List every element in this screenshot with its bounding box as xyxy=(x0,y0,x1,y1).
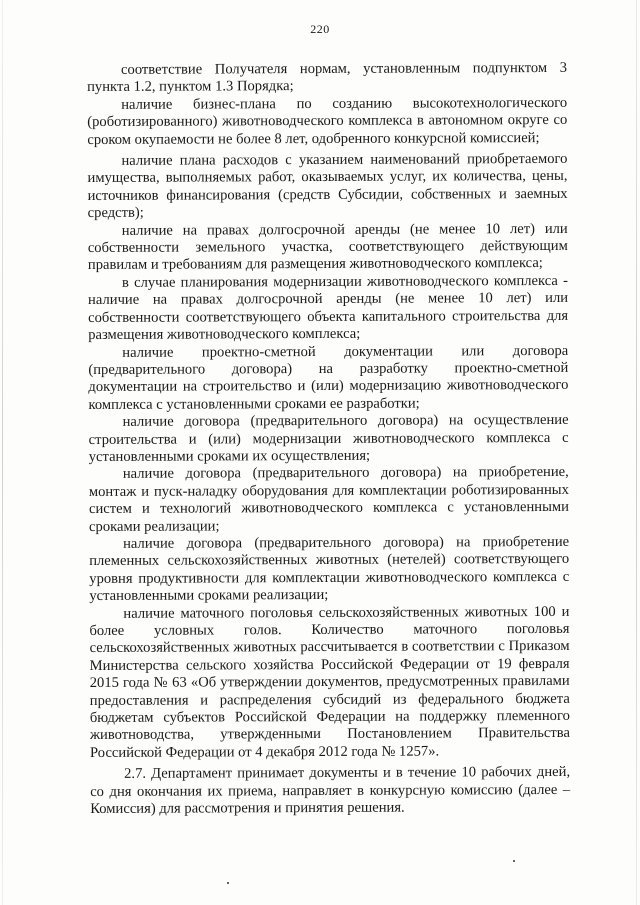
scan-speck xyxy=(227,882,229,884)
paragraph-design-documentation: наличие проектно-сметной документации или договора (предварительного договора) на разработку проектно-сметной документации на строительство и (или) модернизацию животноводческого комплекса с установленными сроками ее разработки; xyxy=(88,342,569,413)
paragraph-equipment-contract: наличие договора (предварительного договора) на приобретение, монтаж и пуск-наладку оборудования для комплектации роботизированных систем и технологий животноводческого комплекса с установленными сроками реализации; xyxy=(88,464,569,535)
paragraph-construction-contract: наличие договора (предварительного договора) на осуществление строительства и (или) модернизации животноводческого комплекса с установленными сроками их осуществления; xyxy=(88,412,569,465)
paragraph-modernization: в случае планирования модернизации животноводческого комплекса - наличие на правах долгосрочной аренды (не менее 10 лет) или собственности соответствующего объекта капитального строительства для размещения животноводческого комплекса; xyxy=(88,272,569,344)
scan-speck xyxy=(513,860,515,862)
paragraph-land-plot: наличие на правах долгосрочной аренды (не менее 10 лет) или собственности земельного участка, соответствующего действующим правилам и требованиям для размещения животноводческого комплекса; xyxy=(87,220,568,274)
document-body xyxy=(87,60,570,819)
paragraph-applicant-compliance: соответствие Получателя нормам, установленным подпунктом 3 пункта 1.2, пунктом 1.3 Порядка; xyxy=(87,59,568,96)
paragraph-expense-plan: наличие плана расходов с указанием наименований приобретаемого имущества, выполняемых работ, оказываемых услуг, их количества, цены, источников финансирования (средств Субсидии, собственных и заемных средств); xyxy=(87,150,568,222)
paragraph-2-7: 2.7. Департамент принимает документы и в течение 10 рабочих дней, со дня окончания их приема, направляет в конкурсную комиссию (далее – Комиссия) для рассмотрения и принятия решения. xyxy=(90,764,571,818)
paragraph-livestock-contract: наличие договора (предварительного договора) на приобретение племенных сельскохозяйственных животных (нетелей) соответствующего уровня продуктивности для комплектации животноводческого комплекса с установленными сроками реализации; xyxy=(89,533,570,605)
paragraph-breeding-stock: наличие маточного поголовья сельскохозяйственных животных 100 и более условных голов. Количество маточного поголовья сельскохозяйственных животных рассчитывается в соответствии с Приказом Министерства сельского хозяйства Российской Федерации от 19 февраля 2015 года № 63 «Об утверждении документов, предусмотренных правилами предоставления и распределения субсидий из федерального бюджета бюджетам субъектов Российской Федерации на поддержку племенного животноводства, утвержденными Постановлением Правительства Российской Федерации от 4 декабря 2012 года № 1257». xyxy=(89,603,570,761)
scan-edge-right xyxy=(636,0,637,905)
page-number: 220 xyxy=(310,22,330,36)
paragraph-business-plan: наличие бизнес-плана по созданию высокотехнологического (роботизированного) животноводческого комплекса в автономном округе со сроком окупаемости не более 8 лет, одобренного конкурсной комиссией; xyxy=(87,94,568,148)
scan-edge-left xyxy=(2,0,3,905)
